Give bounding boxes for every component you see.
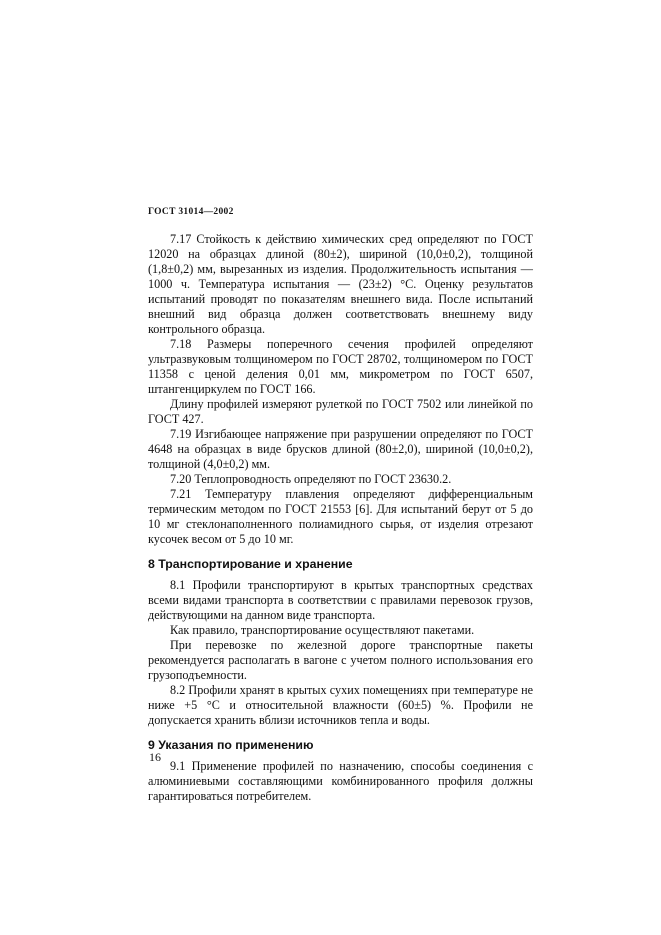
document-body xyxy=(148,232,533,804)
paragraph-7-19: 7.19 Изгибающее напряжение при разрушении определяют по ГОСТ 4648 на образцах в виде брусков длиной (80±2,0), шириной (10,0±0,2), толщиной (4,0±0,2) мм. xyxy=(148,427,533,471)
paragraph-length-measure: Длину профилей измеряют рулеткой по ГОСТ 7502 или линейкой по ГОСТ 427. xyxy=(148,397,533,426)
paragraph-7-18: 7.18 Размеры поперечного сечения профилей определяют ультразвуковым толщиномером по ГОСТ 28702, толщиномером по ГОСТ 11358 с ценой деления 0,01 мм, микрометром по ГОСТ 6507, штангенциркулем по ГОСТ 166. xyxy=(148,337,533,396)
paragraph-rail-transport: При перевозке по железной дороге транспортные пакеты рекомендуется располагать в вагоне с учетом полного использования его грузоподъемности. xyxy=(148,638,533,682)
page-number: 16 xyxy=(149,750,161,764)
paragraph-8-2: 8.2 Профили хранят в крытых сухих помещениях при температуре не ниже +5 °С и относительной влажности (60±5) %. Профили не допускается хранить вблизи источников тепла и воды. xyxy=(148,683,533,727)
paragraph-8-1: 8.1 Профили транспортируют в крытых транспортных средствах всеми видами транспорта в соответствии с правилами перевозок грузов, действующими на данном виде транспорта. xyxy=(148,578,533,622)
document-header: ГОСТ 31014—2002 xyxy=(148,207,234,217)
paragraph-7-20: 7.20 Теплопроводность определяют по ГОСТ 23630.2. xyxy=(170,472,452,486)
section-8-title: 8 Транспортирование и хранение xyxy=(148,557,353,571)
section-9-title: 9 Указания по применению xyxy=(148,738,314,752)
paragraph-packages: Как правило, транспортирование осуществляют пакетами. xyxy=(170,623,475,637)
paragraph-7-17: 7.17 Стойкость к действию химических сред определяют по ГОСТ 12020 на образцах длиной (80±2), шириной (10,0±0,2), толщиной (1,8±0,2) мм, вырезанных из изделия. Продолжительность испытания — 1000 ч. Температура испытания — (23±2) °С. Оценку результатов испытаний проводят по показателям внешнего вида. После испытаний внешний вид образца должен соответствовать внешнему виду контрольного образца. xyxy=(148,232,533,336)
paragraph-9-1: 9.1 Применение профилей по назначению, способы соединения с алюминиевыми составляющими комбинированного профиля должны гарантироваться потребителем. xyxy=(148,759,533,803)
paragraph-7-21: 7.21 Температуру плавления определяют дифференциальным термическим методом по ГОСТ 21553 [6]. Для испытаний берут от 5 до 10 мг стеклонаполненного полиамидного сырья, от изделия отрезают кусочек весом от 5 до 10 мг. xyxy=(148,487,533,546)
